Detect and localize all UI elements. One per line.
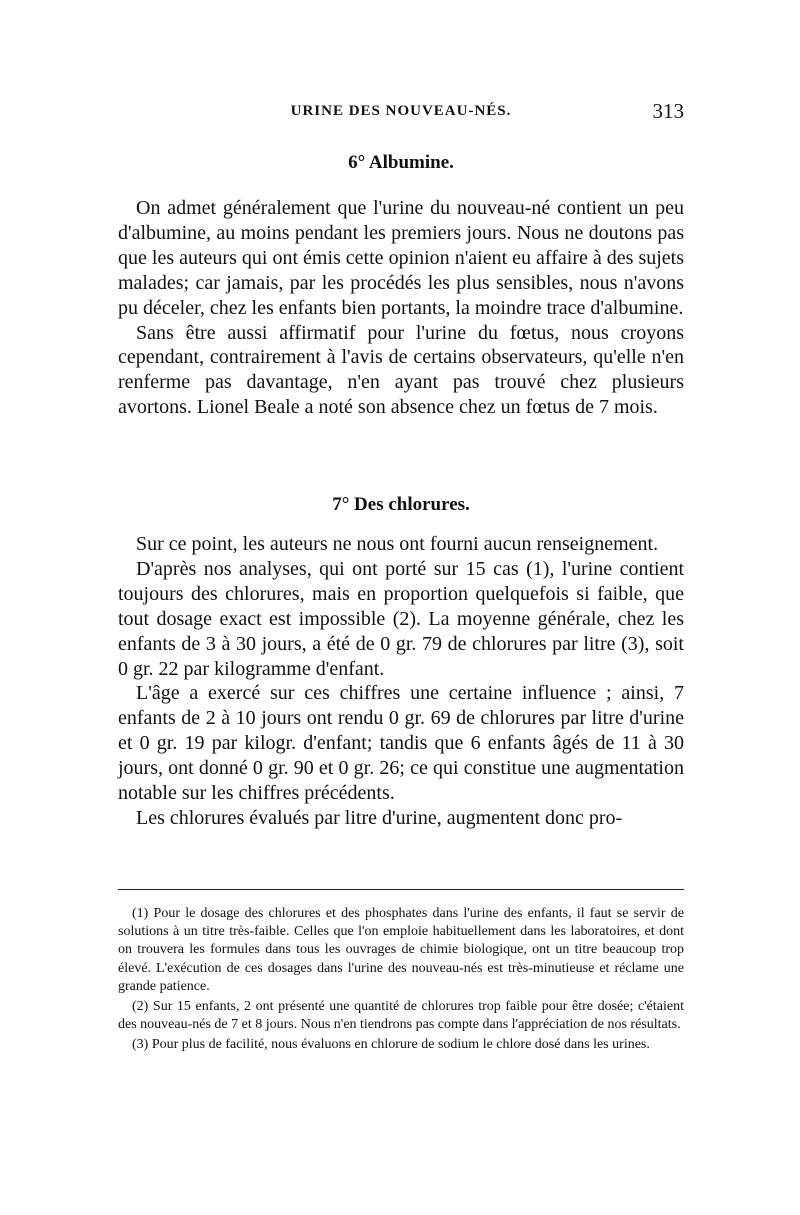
paragraph: D'après nos analyses, qui ont porté sur 15 cas (1), l'urine contient toujours des chlorures, mais en proportion quelquefois si faible, que tout dosage exact est impossible (2). La moyenne générale, chez les enfants de 3 à 30 jours, a été de 0 gr. 79 de chlorures par litre (3), soit 0 gr. 22 par kilogramme d'enfant. (118, 557, 684, 680)
section-albumine-text (118, 196, 684, 420)
page-number: 313 (652, 99, 684, 123)
page-header (118, 99, 684, 129)
section-heading-chlorures: 7° Des chlorures. (332, 494, 470, 515)
footnote: (3) Pour plus de facilité, nous évaluons en chlorure de sodium le chlore dosé dans les urines. (132, 1037, 650, 1053)
paragraph: Les chlorures évalués par litre d'urine, augmentent donc pro- (136, 806, 623, 829)
paragraph: Sans être aussi affirmatif pour l'urine du fœtus, nous croyons cependant, contrairement à l'avis de certains observateurs, qu'elle n'en renferme pas davantage, n'en ayant pas trouvé chez plusieurs avortons. Lionel Beale a noté son absence chez un fœtus de 7 mois. (118, 321, 684, 419)
footnotes (118, 905, 684, 1057)
footnote: (1) Pour le dosage des chlorures et des phosphates dans l'urine des enfants, il faut se servir de solutions à un titre très-faible. Celles que l'on emploie habituellement dans les laboratoires, et dont on trouvera les formules dans tous les ouvrages de chimie biologique, ont un titre beaucoup trop élevé. L'exécution de ces dosages dans l'urine des nouveau-nés est très-minutieuse et réclame une grande patience. (118, 906, 684, 994)
paragraph: Sur ce point, les auteurs ne nous ont fourni aucun renseignement. (136, 533, 659, 555)
section-chlorures-text (118, 532, 684, 831)
paragraph: On admet généralement que l'urine du nouveau-né contient un peu d'albumine, au moins pendant les premiers jours. Nous ne doutons pas que les auteurs qui ont émis cette opinion n'aient eu affaire à des sujets malades; car jamais, par les procédés les plus sensibles, nous n'avons pu déceler, chez les enfants bien portants, la moindre trace d'albumine. (118, 197, 684, 319)
running-title: URINE DES NOUVEAU-NÉS. (290, 103, 512, 119)
footnote-rule (118, 889, 684, 890)
paragraph: L'âge a exercé sur ces chiffres une certaine influence ; ainsi, 7 enfants de 2 à 10 jours ont rendu 0 gr. 69 de chlorures par litre d'urine et 0 gr. 19 par kilogr. d'enfant; tandis que 6 enfants âgés de 11 à 30 jours, ont donné 0 gr. 90 et 0 gr. 26; ce qui constitue une augmentation notable sur les chiffres précédents. (118, 682, 684, 805)
footnote: (2) Sur 15 enfants, 2 ont présenté une quantité de chlorures trop faible pour être dosée; c'étaient des nouveau-nés de 7 et 8 jours. Nous n'en tiendrons pas compte dans l'appréciation de nos résultats. (118, 999, 684, 1033)
section-heading-albumine: 6° Albumine. (348, 152, 454, 173)
